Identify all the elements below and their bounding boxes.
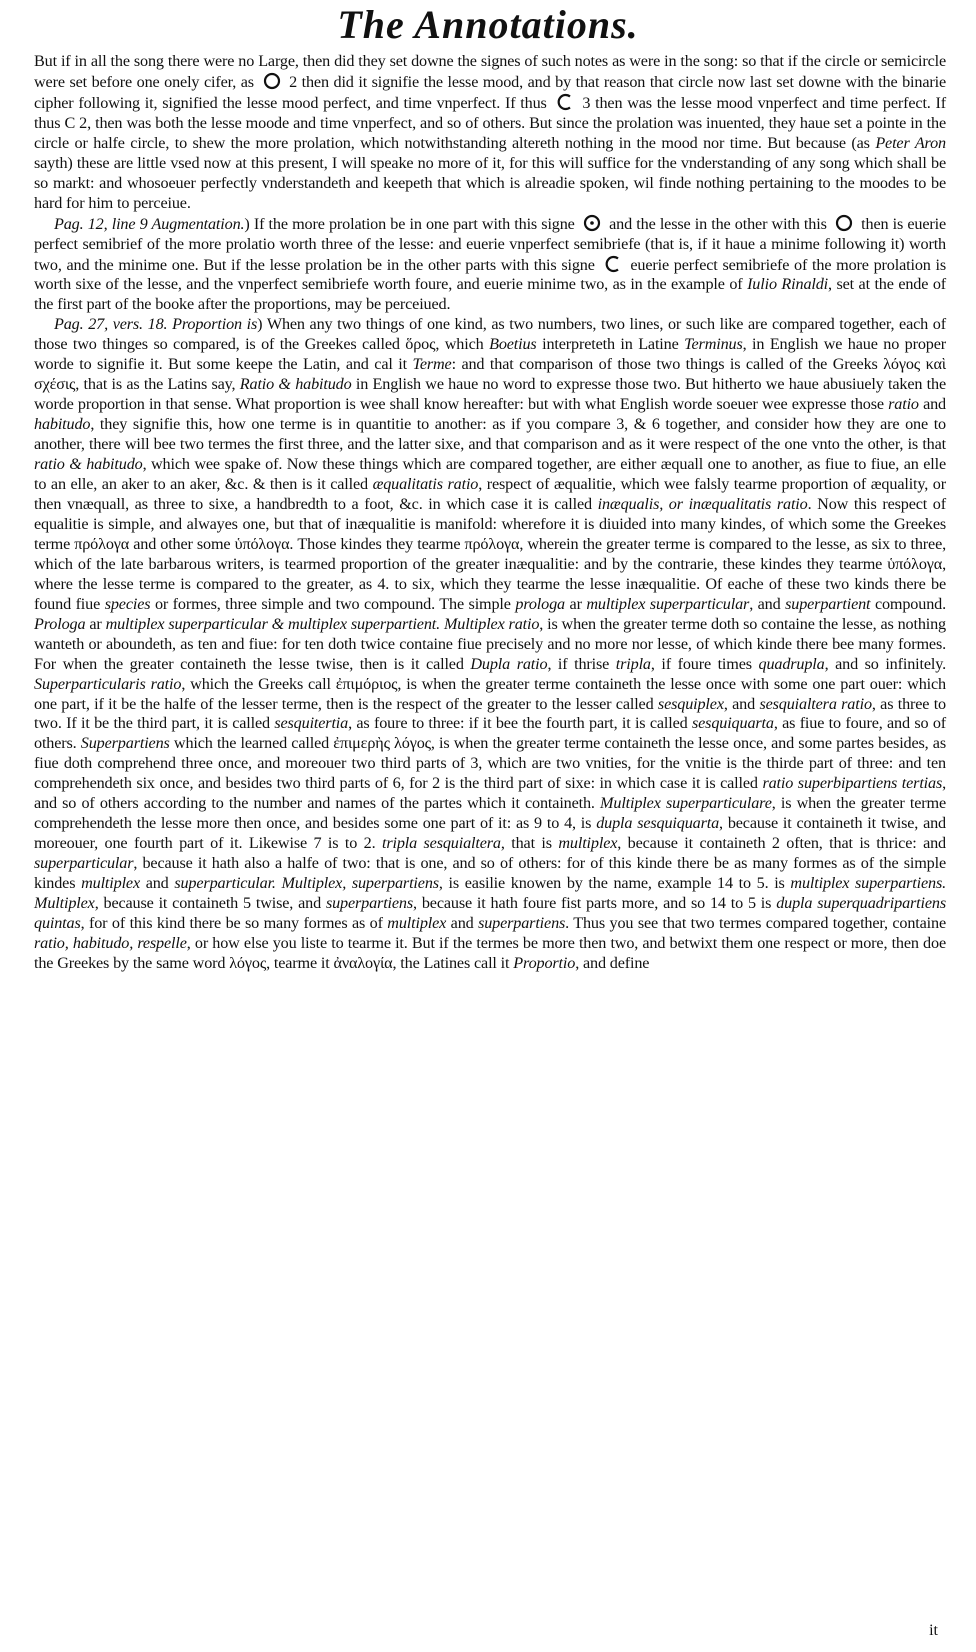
text-run: , as fiue to foure, and so of others. — [34, 714, 947, 753]
italic-text: Iulio Rinaldi — [747, 275, 829, 294]
text-run: , they signifie this, how one terme is in quantitie to another: as if you compare 3, & 6 together, and consider how they are one to another, there will bee two termes the first three, and the latter sixe, and that comparison and as it were respect of the one vnto the other, is that — [34, 415, 946, 454]
text-run: euerie perfect semibriefe of the more prolation is worth sixe of the lesse, and the vnperfect semibriefe worth foure, and euerie minime two, as in the example of — [34, 255, 946, 294]
text-run: , if thrise — [547, 654, 616, 673]
text-run: , because it containeth it twise, and moreouer, one fourth part of it. Likewise 7 is to 2. — [34, 814, 946, 853]
annotations-body — [34, 52, 946, 974]
text-run: , because it containeth 5 twise, and — [94, 894, 326, 913]
italic-text: tripla sesquialtera — [381, 834, 501, 853]
text-run: , and so infinitely. — [824, 654, 947, 673]
catchword: it — [929, 1622, 938, 1639]
italic-text: superpartiens — [325, 894, 414, 913]
italic-text: superpartient — [785, 594, 871, 613]
italic-text: Pag. 27, vers. 18. Proportion is — [54, 315, 258, 334]
text-run: , and define — [575, 953, 650, 972]
text-run: , because it hath also a halfe of two: that is one, and so of others: for of this kinde there be as many formes as of the simple kindes — [34, 854, 946, 893]
text-run: then is euerie perfect semibrief of the more prolatio worth three of the lesse: and euerie vnperfect semibriefe (that is, if it haue a minime following it) worth two, and the minime one. But if the lesse prolation be in the other parts with this signe — [34, 214, 946, 274]
text-run: compound. — [870, 594, 946, 613]
italic-text: sesquitertia — [274, 714, 349, 733]
italic-text: ratio & habitudo — [34, 455, 143, 474]
italic-text: multiplex superparticular & multiplex superpartient. Multiplex ratio — [105, 614, 540, 633]
text-run: , is when the greater terme doth so containe the lesse, as nothing wanteth or aboundeth, as ten and fiue: for ten doth twice containe fiue precisely and no more nor lesse, of which kinde there bee many formes. For when the greater containeth the lesse twise, then is it called — [34, 614, 946, 673]
semicircle-sign-icon — [604, 255, 622, 273]
italic-text: species — [104, 594, 151, 613]
italic-text: multiplex — [387, 913, 447, 932]
semicircle-sign-icon — [556, 93, 574, 111]
text-run: ) When any two things of one kind, as two numbers, two lines, or such like are compared together, each of those two thinges so compared, is of the Greekes called ὅρος, which — [34, 315, 946, 354]
text-run: or formes, three simple and two compound. The simple — [150, 594, 516, 613]
italic-text: ratio — [888, 395, 919, 414]
text-run: , as three to two. If it be the third part, it is called — [34, 694, 946, 733]
italic-text: Superpartiens — [80, 734, 170, 753]
italic-text: Superparticularis ratio — [34, 674, 182, 693]
text-run: , that is — [500, 834, 559, 853]
italic-text: superpartiens — [478, 913, 566, 932]
circle-open-sign-icon — [835, 214, 853, 232]
italic-text: Peter Aron — [875, 133, 946, 152]
text-run: , and — [723, 694, 760, 713]
italic-text: superparticular. Multiplex, superpartiens — [174, 874, 439, 893]
paragraph — [34, 315, 946, 973]
text-run: , for of this kind there be so many formes as of — [80, 913, 388, 932]
italic-text: Dupla ratio — [470, 654, 548, 673]
italic-text: inæqualis, or inæqualitatis ratio — [597, 494, 808, 513]
text-run: , and so of others according to the number and names of the partes which it containeth. — [34, 774, 947, 813]
text-run: , as foure to three: if it bee the fourth part, it is called — [348, 714, 692, 733]
text-run: which the learned called ἐπιμερὴς λόγος, is when the greater terme containeth the lesse once, and some partes besides, as fiue doth comprehend three once, and moreouer two third parts of 3, which are two vnities, for the vnitie is the thirde part of three: and ten comprehendeth six once, and besides two third parts of 6, for 2 is the third part of sixe: in which case it is called — [34, 734, 946, 793]
text-run: , and — [749, 594, 786, 613]
text-run: ar — [85, 614, 106, 633]
text-run: , in English we haue no proper worde to signifie it. But some keepe the Latin, and cal it — [34, 335, 946, 374]
italic-text: dupla superquadripartiens quintas — [34, 894, 946, 932]
italic-text: Prologa — [34, 614, 86, 633]
italic-text: prologa — [515, 594, 565, 613]
italic-text: Terminus — [684, 335, 743, 354]
circle-open-sign-icon — [263, 72, 281, 90]
italic-text: ratio, habitudo, respelle — [34, 933, 187, 952]
italic-text: ratio superbipartiens tertias — [762, 774, 943, 793]
text-run: interpreteth in Latine — [536, 335, 685, 354]
text-run: and — [918, 395, 947, 414]
circle-dot-sign-icon — [583, 214, 601, 232]
text-run: ) If the more prolation be in one part with this signe — [244, 214, 579, 233]
text-run: , is easilie knowen by the name, example 14 to 5. is — [438, 874, 791, 893]
italic-text: multiplex superpartiens. Multiplex — [34, 874, 947, 913]
italic-text: sesquiplex — [657, 694, 724, 713]
italic-text: multiplex — [81, 874, 140, 893]
text-run: . Thus you see that two termes compared together, containe — [565, 913, 946, 932]
italic-text: Multiplex superparticulare — [600, 794, 772, 813]
italic-text: Terme — [412, 355, 452, 374]
italic-text: multiplex — [558, 834, 618, 853]
text-run: , respect of æqualitie, which wee falsly tearme proportion of æquality, or then vnæquall, as three to sixe, a handbredth to a foot, &c. in which case it is called — [34, 475, 946, 513]
italic-text: Pag. 12, line 9 Augmentation. — [54, 214, 245, 233]
text-run: , which wee spake of. Now these things which are compared together, are either æquall one to another, as fiue to fiue, an elle to an elle, an aker to an aker, &c. & then is it called — [34, 455, 946, 494]
text-run: . Now this respect of equalitie is simple, and alwayes one, but that of inæqualitie is manifold: wherefore it is diuided into many kindes, of which some the Greekes terme πρόλογα and other some ὑπόλογα. Those kindes they tearme πρόλογα, wherein the greater terme is compared to the lesse, as six to three, which of the late barbarous writers, is tearmed proportion of the greater inæqualitie: and by the contrarie, these kindes they tearme ὑπόλογα, where the lesse terme is compared to the greater, as 4. to six, which they tearme the lesse inæqualitie. Of eache of these two kinds there be found fiue — [34, 494, 946, 613]
italic-text: sesquialtera ratio — [759, 694, 872, 713]
italic-text: sesquiquarta — [691, 714, 774, 733]
page-title: The Annotations. — [337, 2, 639, 47]
text-run: , or how else you liste to tearme it. But if the termes be more then two, and betwixt them one respect or more, then doe the Greekes by the same word λόγος, tearme it ἀναλογία, the Latines call it — [34, 933, 946, 972]
italic-text: æqualitatis ratio — [372, 475, 479, 494]
italic-text: Ratio & habitudo — [239, 375, 352, 394]
italic-text: dupla sesquiquarta — [596, 814, 720, 833]
text-run: , is when the greater terme comprehendeth the lesse more then once, and besides some one part of it: as 9 to 4, is — [34, 794, 946, 833]
text-run: , if foure times — [650, 654, 759, 673]
text-run: and the lesse in the other with this — [604, 214, 831, 233]
text-run: , because it hath foure fist parts more, and so 14 to 5 is — [413, 894, 777, 913]
text-run: ar — [565, 594, 587, 613]
italic-text: multiplex superparticular — [586, 594, 750, 613]
text-run: 2 then did it signifie the lesse mood, and by that reason that circle now last set downe with the binarie cipher following it, signified the lesse mood perfect, and time vnperfect. If thus — [34, 72, 946, 112]
italic-text: Boetius — [489, 335, 537, 354]
italic-text: tripla — [615, 654, 651, 673]
italic-text: Proportio — [513, 953, 576, 972]
text-run: : and that comparison of those two things is called of the Greeks λόγος καὶ σχέσις, that is as the Latins say, — [34, 355, 946, 394]
italic-text: superparticular — [34, 854, 134, 873]
italic-text: habitudo — [34, 415, 91, 434]
paragraph — [34, 52, 946, 214]
text-run: , which the Greeks call ἐπιμόριος, is when the greater terme containeth the lesse once with some one part ouer: which one part, if it be the halfe of the lesser terme, then is the respect of the greater to the lesser called — [34, 674, 946, 713]
text-run: and — [446, 913, 479, 932]
text-run: in English we haue no word to expresse those two. But hitherto we haue abusiuely taken the worde proportion in that sense. What proportion is wee shall know hereafter: but with what English worde soeuer wee expresse those — [34, 375, 946, 414]
text-run: But if in all the song there were no Large, then did they set downe the signes of such notes as were in the song: so that if the circle or semicircle were set before one onely cifer, as — [34, 52, 946, 91]
paragraph — [34, 214, 946, 316]
text-run: , set at the ende of the first part of the booke after the proportions, may be perceiued. — [34, 275, 946, 314]
italic-text: quadrupla — [758, 654, 825, 673]
text-run: sayth) these are little vsed now at this present, I will speake no more of it, for this will suffice for the vnderstanding of any song which shall be so markt: and whosoeuer perfectly vnderstandeth and keepeth that which is alreadie spoken, wil finde nothing pertaining to the moodes to be hard for him to perceiue. — [34, 153, 946, 212]
text-run: and — [139, 874, 175, 893]
text-run: , because it containeth 2 often, that is thrice: and — [617, 834, 946, 853]
text-run: 3 then was the lesse mood vnperfect and time perfect. If thus C 2, then was both the lesse moode and time vnperfect, and so of others. But since the prolation was inuented, they haue set a pointe in the circle or halfe circle, to shew the more prolation, which notwithstanding altereth nothing in the mood nor time. But because (as — [34, 93, 946, 152]
